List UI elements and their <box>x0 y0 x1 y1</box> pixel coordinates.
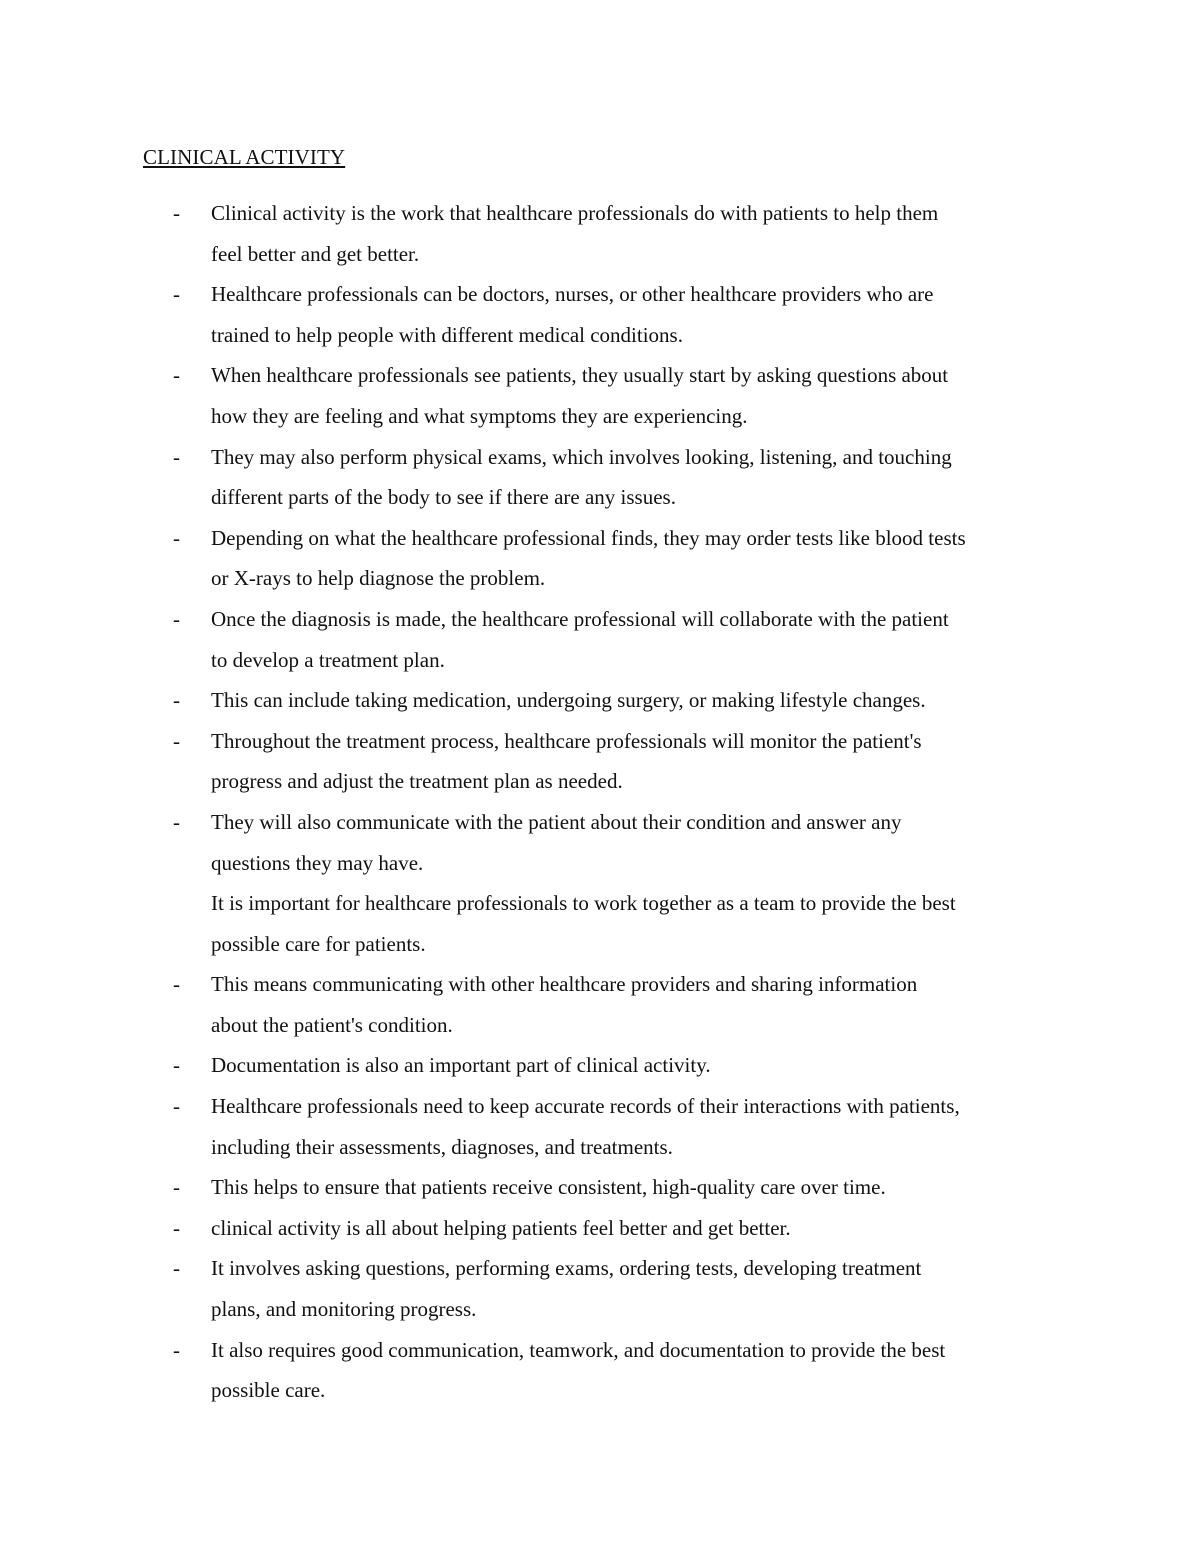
item-line: It is important for healthcare professionals to work together as a team to provide the best <box>211 891 956 916</box>
bullet-dash: - <box>173 201 180 225</box>
bullet-dash: - <box>173 525 180 550</box>
item-line: Healthcare professionals need to keep accurate records of their interactions with patients, <box>211 1094 960 1119</box>
item-line: They will also communicate with the patient about their condition and answer any <box>211 809 902 834</box>
item-line: It also requires good communication, teamwork, and documentation to provide the best <box>211 1337 946 1362</box>
list-item <box>173 883 1073 964</box>
bullet-dash: - <box>173 282 180 307</box>
list-item <box>173 1330 1073 1411</box>
item-line: Healthcare professionals can be doctors, nurses, or other healthcare providers who are <box>211 282 934 307</box>
item-line: questions they may have. <box>211 850 424 875</box>
bullet-list <box>173 193 1073 1411</box>
list-item <box>173 1208 1073 1249</box>
item-line: feel better and get better. <box>211 241 420 266</box>
list-item <box>173 721 1073 802</box>
list-item <box>173 1045 1073 1086</box>
list-item <box>173 1167 1073 1208</box>
item-line: plans, and monitoring progress. <box>211 1297 477 1322</box>
item-line: clinical activity is all about helping patients feel better and get better. <box>211 1215 791 1240</box>
item-line: This means communicating with other healthcare providers and sharing information <box>211 972 918 997</box>
item-line: to develop a treatment plan. <box>211 647 445 672</box>
bullet-dash: - <box>173 688 180 713</box>
item-line: trained to help people with different medical conditions. <box>211 322 683 347</box>
bullet-dash: - <box>173 728 180 753</box>
bullet-dash: - <box>173 1256 180 1281</box>
list-item <box>173 518 1073 599</box>
item-line: how they are feeling and what symptoms they are experiencing. <box>211 403 748 428</box>
bullet-dash: - <box>173 363 180 388</box>
list-item <box>173 964 1073 1045</box>
list-item <box>173 599 1073 680</box>
item-line: or X-rays to help diagnose the problem. <box>211 566 546 591</box>
item-line: possible care. <box>211 1378 326 1403</box>
bullet-dash: - <box>173 1053 180 1078</box>
list-item <box>173 193 1073 274</box>
list-item <box>173 1086 1073 1167</box>
bullet-dash: - <box>173 606 180 631</box>
item-line: Depending on what the healthcare professional finds, they may order tests like blood tests <box>211 525 966 550</box>
bullet-dash: - <box>173 1215 180 1240</box>
bullet-dash: - <box>173 1337 180 1362</box>
list-item <box>173 1248 1073 1329</box>
list-item <box>173 680 1073 721</box>
list-item <box>173 274 1073 355</box>
item-line: This helps to ensure that patients receive consistent, high-quality care over time. <box>211 1175 886 1200</box>
item-line: Throughout the treatment process, healthcare professionals will monitor the patient's <box>211 728 922 753</box>
bullet-dash: - <box>173 972 180 997</box>
item-line: Clinical activity is the work that healthcare professionals do with patients to help them <box>211 201 939 225</box>
item-line: including their assessments, diagnoses, and treatments. <box>211 1134 673 1159</box>
item-line: They may also perform physical exams, which involves looking, listening, and touching <box>211 444 952 469</box>
bullet-dash: - <box>173 444 180 469</box>
item-line: different parts of the body to see if there are any issues. <box>211 485 676 510</box>
list-item <box>173 355 1073 436</box>
list-item <box>173 802 1073 883</box>
item-line: It involves asking questions, performing exams, ordering tests, developing treatment <box>211 1256 922 1281</box>
item-line: Once the diagnosis is made, the healthcare professional will collaborate with the patient <box>211 606 949 631</box>
item-line: progress and adjust the treatment plan as needed. <box>211 769 623 794</box>
bullet-dash: - <box>173 1094 180 1119</box>
page-title: CLINICAL ACTIVITY <box>143 145 346 169</box>
item-line: This can include taking medication, undergoing surgery, or making lifestyle changes. <box>211 688 926 713</box>
item-line: possible care for patients. <box>211 931 426 956</box>
bullet-dash: - <box>173 809 180 834</box>
item-line: about the patient's condition. <box>211 1012 453 1037</box>
bullet-dash: - <box>173 1175 180 1200</box>
item-line: When healthcare professionals see patients, they usually start by asking questions about <box>211 363 949 388</box>
item-line: Documentation is also an important part of clinical activity. <box>211 1053 711 1078</box>
list-item <box>173 437 1073 518</box>
